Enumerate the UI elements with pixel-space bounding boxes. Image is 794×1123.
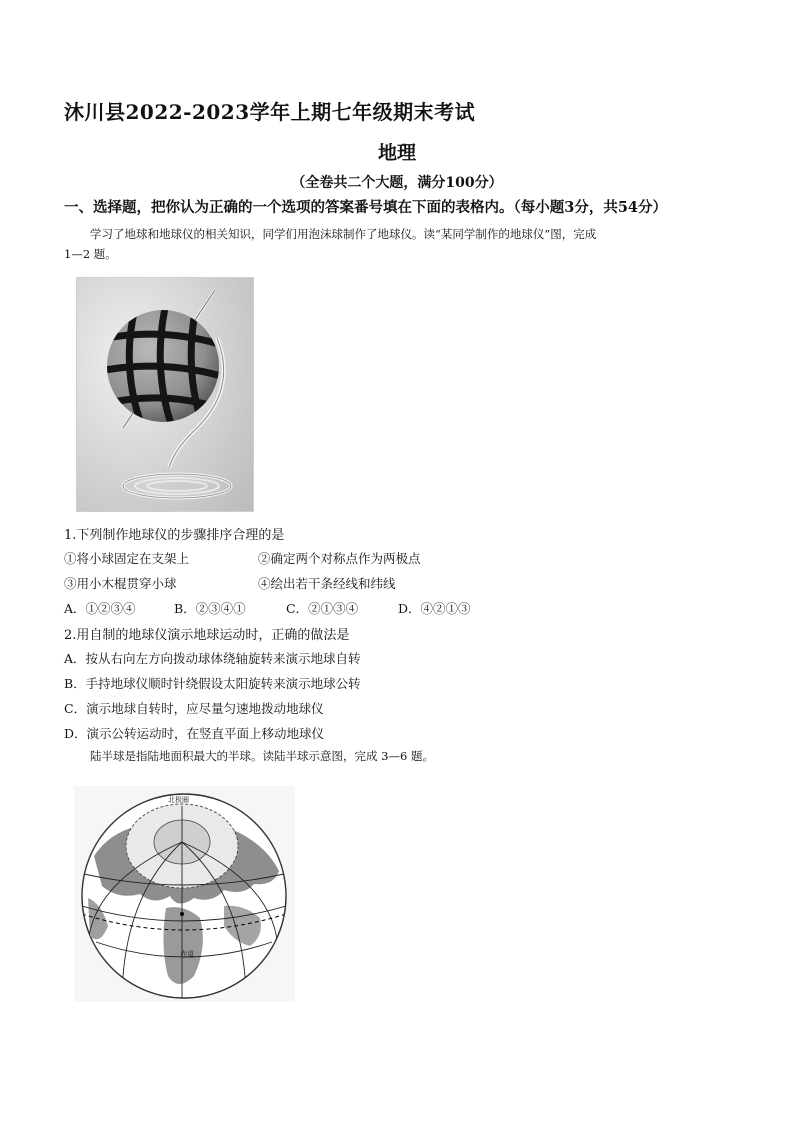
q2-option-d: D．演示公转运动时，在竖直平面上移动地球仪 bbox=[64, 726, 325, 741]
q1-option-d: D．④②①③ bbox=[398, 601, 471, 616]
hemisphere-center-marker bbox=[180, 912, 184, 916]
exam-title: 沐川县2022-2023学年上期七年级期末考试 bbox=[64, 100, 476, 124]
intro-line-2: 1—2 题。 bbox=[64, 247, 117, 261]
question-1-stem: 1.下列制作地球仪的步骤排序合理的是 bbox=[64, 528, 285, 543]
exam-note: （全卷共二个大题，满分100分） bbox=[291, 175, 503, 191]
map-label-arctic: 北极圈 bbox=[168, 796, 189, 804]
q1-step-4: ④绘出若干条经线和纬线 bbox=[258, 576, 396, 591]
question-2-stem: 2.用自制的地球仪演示地球运动时，正确的做法是 bbox=[64, 628, 350, 643]
q2-option-b: B．手持地球仪顺时针绕假设太阳旋转来演示地球公转 bbox=[64, 676, 361, 691]
q1-step-2: ②确定两个对称点作为两极点 bbox=[258, 551, 421, 566]
map-label-equator: 赤道 bbox=[180, 950, 194, 958]
land-hemisphere-map bbox=[74, 786, 295, 1002]
q1-option-c: C．②①③④ bbox=[286, 601, 359, 616]
q1-option-a: A．①②③④ bbox=[64, 601, 136, 616]
globe-photo bbox=[76, 277, 254, 512]
land-hemisphere-svg bbox=[74, 786, 295, 1002]
intro-paragraph-2: 陆半球是指陆地面积最大的半球。读陆半球示意图，完成 3—6 题。 bbox=[90, 749, 434, 763]
section-heading: 一、选择题，把你认为正确的一个选项的答案番号填在下面的表格内。（每小题3分，共54分） bbox=[64, 199, 668, 216]
globe-photo-svg bbox=[77, 278, 253, 511]
exam-subject: 地理 bbox=[377, 142, 416, 164]
q2-option-c: C．演示地球自转时，应尽量匀速地拨动地球仪 bbox=[64, 701, 324, 716]
q1-step-3: ③用小木棍贯穿小球 bbox=[64, 576, 177, 591]
intro-line-1: 学习了地球和地球仪的相关知识，同学们用泡沫球制作了地球仪。读“某同学制作的地球仪”图，完成 bbox=[90, 227, 597, 241]
q1-step-1: ①将小球固定在支架上 bbox=[64, 551, 190, 566]
q2-option-a: A．按从右向左方向拨动球体绕轴旋转来演示地球自转 bbox=[64, 651, 361, 666]
intro-paragraph-1 bbox=[64, 222, 764, 246]
q1-option-b: B．②③④① bbox=[174, 601, 246, 616]
